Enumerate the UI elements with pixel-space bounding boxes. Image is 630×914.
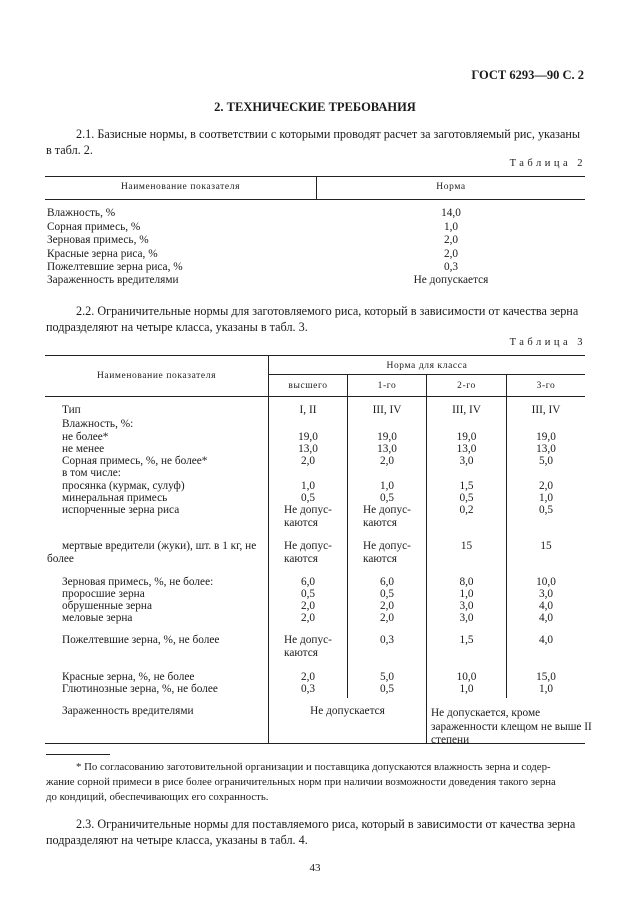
table-3-col-name: Наименование показателя: [96, 371, 217, 381]
page-number: 43: [309, 862, 321, 874]
table-3-cell: 0,5: [379, 492, 395, 504]
table-2-col-name: Наименование показателя: [120, 182, 241, 192]
table-3-last-row-name: Зараженность вредителями: [62, 705, 194, 717]
table-3-cell: 2,0: [300, 612, 316, 624]
table-3-cell: 1,0: [459, 683, 474, 695]
table-2-row-value: 2,0: [443, 234, 459, 246]
table-3-row-name: Красные зерна, %, не более: [62, 671, 195, 683]
table-3-cell: 1,5: [459, 480, 474, 492]
table-3-cell: 4,0: [538, 634, 554, 646]
table-3-row-name: Сорная примесь, %, не более*: [62, 455, 208, 467]
table-3-cell: 19,0: [298, 431, 318, 443]
table-2-row-value: 14,0: [441, 207, 461, 219]
table-3-last-row-left-value: Не допускается: [310, 705, 385, 717]
table-3-last-row-right-value: зараженности клещом не выше II: [431, 720, 592, 733]
table-3-row-name: обрушенные зерна: [62, 600, 152, 612]
table-3-cell: 10,0: [456, 671, 477, 683]
table-3-cell: 19,0: [536, 431, 556, 443]
table-3-cell: Не допус-: [363, 504, 411, 516]
table-3-cell: 3,0: [459, 455, 474, 467]
table-2-top-rule: [45, 176, 585, 177]
table-3-cell: каются: [284, 517, 318, 529]
table-3-cell: 19,0: [377, 431, 397, 443]
table-3-cell: 0,3: [379, 634, 395, 646]
paragraph-2-1-line-2: в табл. 2.: [46, 143, 93, 157]
table-3-cell: 6,0: [300, 576, 316, 588]
table-3-cell: 1,0: [538, 492, 554, 504]
table-3-row-name: не менее: [62, 443, 105, 455]
table-3-cell: 13,0: [536, 443, 556, 455]
table-3-cell: каются: [284, 647, 318, 659]
table-3-cell: III, IV: [372, 404, 402, 416]
table-3-cell: 2,0: [538, 480, 554, 492]
table-3-cell: каются: [363, 517, 397, 529]
table-3-cell: 15,0: [536, 671, 556, 683]
table-3-cell: 3,0: [538, 588, 554, 600]
table-3-class-header: 1-го: [377, 381, 397, 391]
table-3-row-name: Пожелтевшие зерна, %, не более: [62, 634, 220, 646]
table-2-col-norm: Норма: [436, 182, 466, 192]
table-3-cell: 19,0: [456, 431, 477, 443]
table-3-cell: 5,0: [538, 455, 554, 467]
table-2-header-rule: [45, 199, 585, 200]
table-3-class-header: 3-го: [536, 381, 556, 391]
table-3-class-header: 2-го: [457, 381, 476, 391]
table-3-cell: 6,0: [379, 576, 395, 588]
paragraph-2-1-line-1: 2.1. Базисные нормы, в соответствии с которыми проводят расчет за заготовляемый рис, указаны: [76, 127, 581, 141]
table-3-cell: 0,5: [538, 504, 554, 516]
table-3-cell: 8,0: [459, 576, 474, 588]
footnote-line-3: до кондиций, обеспечивающих его сохранность.: [46, 791, 269, 803]
table-3-caption: Таблица 3: [509, 337, 586, 348]
table-3-cell: Не допус-: [284, 504, 332, 516]
table-3-cell: 2,0: [300, 671, 316, 683]
table-3-cell: 1,5: [459, 634, 474, 646]
table-3-cell: 0,3: [300, 683, 316, 695]
table-3-cell: 2,0: [300, 600, 316, 612]
paragraph-2-2-line-1: 2.2. Ограничительные нормы для заготовляемого риса, который в зависимости от качества зерна: [76, 304, 579, 318]
table-2-row-name: Влажность, %: [47, 207, 116, 219]
footnote-line-2: жание сорной примеси в рисе более ограничительных норм при наличии возможности доведения такого зерна: [46, 776, 556, 788]
document-header: ГОСТ 6293—90 С. 2: [471, 68, 584, 82]
table-3-cell: 10,0: [536, 576, 556, 588]
table-3-cell: III, IV: [452, 404, 481, 416]
table-3-cell: 0,5: [459, 492, 474, 504]
table-3-last-row-right-value: Не допускается, кроме: [431, 707, 541, 719]
table-3-cell: 4,0: [538, 600, 554, 612]
footnote-line-1: * По согласованию заготовительной организации и поставщика допускаются влажность зерна и содер-: [76, 761, 551, 773]
table-3-header-rule: [45, 396, 585, 397]
table-3-row-name: проросшие зерна: [62, 588, 145, 600]
table-3-cell: 0,5: [379, 683, 395, 695]
table-3-row-name: испорченные зерна риса: [62, 504, 180, 516]
table-3-col-group: Норма для класса: [386, 361, 468, 371]
footnote-rule: [46, 754, 110, 755]
table-3-row-name: минеральная примесь: [62, 492, 168, 504]
section-title: 2. ТЕХНИЧЕСКИЕ ТРЕБОВАНИЯ: [214, 100, 416, 114]
table-3-cell: Не допус-: [363, 540, 411, 552]
table-3-cell: 13,0: [377, 443, 397, 455]
table-3-cell: Не допус-: [284, 634, 332, 646]
table-3-cell: 0,5: [300, 588, 316, 600]
table-3-cell: 4,0: [538, 612, 554, 624]
table-3-cell: 13,0: [298, 443, 318, 455]
table-3-cell: 2,0: [300, 455, 316, 467]
table-3-bottom-rule: [45, 743, 585, 744]
table-3-cell: 15: [540, 540, 552, 552]
table-3-cell: I, II: [299, 404, 317, 416]
table-3-row-name: более: [47, 553, 74, 565]
table-3-row-name: Зерновая примесь, %, не более:: [62, 576, 214, 588]
table-2-caption: Таблица 2: [509, 158, 586, 169]
table-3-row-name: меловые зерна: [62, 612, 133, 624]
table-3-cell: 1,0: [459, 588, 474, 600]
paragraph-2-2-line-2: подразделяют на четыре класса, указаны в табл. 3.: [46, 320, 308, 334]
table-3-cell: Не допус-: [284, 540, 332, 552]
table-3-divider-2: [347, 374, 348, 698]
table-3-row-name: Влажность, %:: [62, 418, 134, 430]
table-3-cell: 3,0: [459, 600, 474, 612]
table-2-row-name: Пожелтевшие зерна риса, %: [47, 261, 183, 273]
table-2-row-value: Не допускается: [413, 274, 489, 286]
table-3-row-name: Тип: [62, 404, 81, 416]
table-3-cell: 1,0: [538, 683, 554, 695]
table-3-cell: 2,0: [379, 600, 395, 612]
table-3-last-row-right-value: степени: [431, 734, 470, 746]
table-2-row-name: Зараженность вредителями: [47, 274, 179, 286]
table-3-cell: каются: [363, 553, 397, 565]
table-3-cell: 1,0: [379, 480, 395, 492]
table-2-row-name: Красные зерна риса, %: [47, 248, 158, 260]
paragraph-2-3-line-2: подразделяют на четыре класса, указаны в табл. 4.: [46, 833, 308, 847]
table-3-cell: 5,0: [379, 671, 395, 683]
table-3-cell: 0,5: [379, 588, 395, 600]
table-3-cell: 1,0: [300, 480, 316, 492]
table-3-row-name: мертвые вредители (жуки), шт. в 1 кг, не: [62, 540, 257, 552]
table-3-cell: III, IV: [531, 404, 561, 416]
table-3-cell: 15: [460, 540, 473, 552]
table-3-top-rule: [45, 355, 585, 356]
paragraph-2-3-line-1: 2.3. Ограничительные нормы для поставляемого риса, который в зависимости от качества зерна: [76, 817, 576, 831]
table-3-cell: каются: [284, 553, 318, 565]
table-3-cell: 0,5: [300, 492, 316, 504]
table-3-divider-4: [506, 374, 507, 698]
table-2-row-name: Зерновая примесь, %: [47, 234, 149, 246]
table-3-row-name: не более*: [62, 431, 109, 443]
table-2-row-value: 1,0: [443, 221, 459, 233]
table-3-row-name: просянка (курмак, сулуф): [62, 480, 185, 492]
table-3-row-name: в том числе:: [62, 467, 121, 479]
table-3-cell: 3,0: [459, 612, 474, 624]
table-3-cell: 0,2: [459, 504, 474, 516]
table-3-cell: 2,0: [379, 612, 395, 624]
table-2-row-name: Сорная примесь, %: [47, 221, 141, 233]
table-2-row-value: 2,0: [443, 248, 459, 260]
table-3-cell: 13,0: [456, 443, 477, 455]
table-3-row-name: Глютинозные зерна, %, не более: [62, 683, 218, 695]
table-3-cell: 2,0: [379, 455, 395, 467]
table-2-row-value: 0,3: [443, 261, 459, 273]
table-3-class-header: высшего: [288, 381, 328, 391]
